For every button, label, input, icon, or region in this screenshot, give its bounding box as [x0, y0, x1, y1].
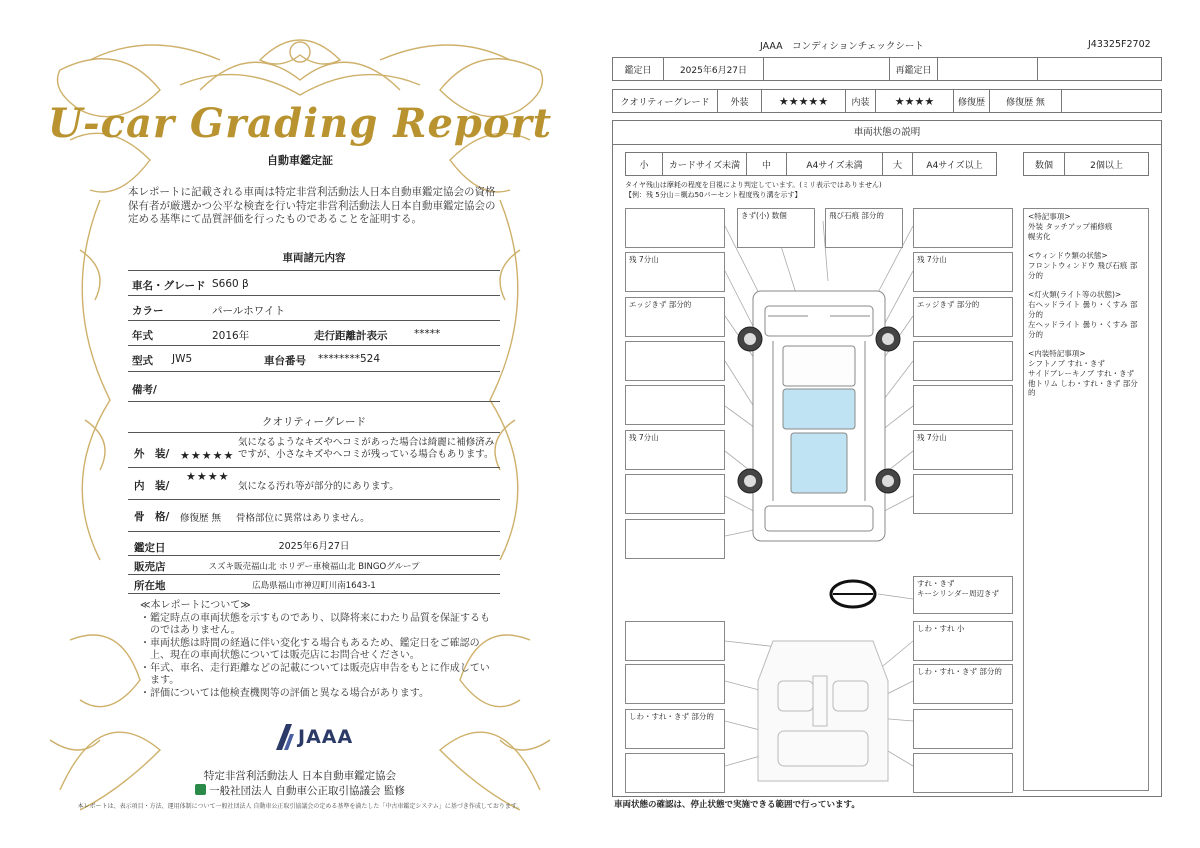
year-label: 年式	[132, 330, 153, 342]
size-mid-desc: A4サイズ未満	[786, 153, 882, 175]
address-label: 所在地	[134, 580, 166, 592]
damage-box	[913, 753, 1013, 793]
sheet-exterior-stars: ★★★★★	[761, 90, 845, 112]
count-desc: 2個以上	[1064, 153, 1148, 175]
mileage-label: 走行距離計表示	[314, 330, 388, 342]
jaaa-logo-text: JAAA	[298, 726, 354, 748]
tire-front-left-label: 残 7分山	[629, 255, 659, 264]
date-label: 鑑定日	[134, 542, 166, 554]
interior-desc: 気になる汚れ等が部分的にあります。	[238, 481, 399, 492]
report-notes	[140, 600, 490, 700]
model-label: 型式	[132, 355, 153, 367]
note-item: ・年式、車名、走行距離などの記載については販売店申告をもとに作成しています。	[140, 662, 490, 686]
damage-box	[625, 208, 725, 248]
history-label: 修復歴	[953, 90, 989, 112]
damage-box-key-cylinder	[913, 576, 1013, 614]
interior-right-2-label: しわ・すれ・きず 部分的	[917, 667, 1002, 676]
interior-stars: ★★★★	[186, 470, 230, 483]
name-value: S660 β	[212, 278, 249, 290]
sheet-id: J43325F2702	[1088, 39, 1151, 50]
jaaa-emblem-icon	[272, 722, 296, 752]
notes-heading: ≪本レポートについて≫	[140, 600, 251, 611]
damage-box-interior-right-1	[913, 621, 1013, 661]
frame-value: 修復歴 無	[180, 513, 222, 524]
damage-box	[913, 341, 1013, 381]
quality-row	[612, 89, 1162, 113]
certificate-title: U-car Grading Report	[47, 100, 553, 147]
damage-box	[625, 753, 725, 793]
color-label: カラー	[132, 305, 164, 317]
sheet-footer: 車両状態の確認は、停止状態で実施できる範囲で行っています。	[614, 800, 860, 810]
damage-box	[913, 709, 1013, 749]
remarks-label: 備考/	[132, 384, 157, 396]
condition-check-sheet	[600, 0, 1200, 848]
model-value: JW5	[172, 353, 193, 365]
exterior-desc: 気になるようなキズやヘコミがあった場合は綺麗に補修済みですが、小さなキズやヘコミが残っている場合もあります。	[238, 437, 495, 460]
note-item: ・車両状態は時間の経過に伴い変化する場合もあるため、鑑定日をご確認の上、現在の車両状態については販売店にお問合せください。	[140, 637, 480, 661]
key-cylinder-label: すれ・きず キーシリンダー周辺きず	[917, 579, 1000, 598]
sheet-interior-label: 内装	[845, 90, 875, 112]
damage-box-interior-left	[625, 709, 725, 749]
top-a-label: きず(小) 数個	[741, 211, 787, 220]
info-row-date	[128, 536, 500, 556]
supervisor-org-name: 一般社団法人 自動車公正取引協議会 監修	[209, 785, 405, 797]
size-large: 大	[882, 153, 912, 175]
sheet-date-label: 鑑定日	[624, 65, 652, 76]
spec-row-remarks	[128, 372, 500, 402]
damage-box-tire-rear-right	[913, 430, 1013, 470]
damage-box-edge-right	[913, 297, 1013, 337]
certificate-subtitle: 自動車鑑定証	[267, 154, 333, 167]
exterior-stars: ★★★★★	[180, 449, 235, 462]
frame-desc: 骨格部位に異常はありません。	[236, 513, 370, 524]
spec-heading: 車両諸元内容	[282, 252, 346, 264]
year-value: 2016年	[212, 330, 250, 342]
damage-box-top-b	[825, 208, 903, 248]
history-value: 修復歴 無	[989, 90, 1061, 112]
spec-row-year	[128, 321, 500, 346]
note-item: ・鑑定時点の車両状態を示すものであり、以降将来にわたり品質を保証するものではありません。	[140, 612, 490, 636]
tire-rear-left-label: 残 7分山	[629, 433, 659, 442]
date-row	[612, 57, 1162, 81]
damage-box	[625, 341, 725, 381]
redate-value	[937, 58, 1037, 80]
edge-right-label: エッジきず 部分的	[917, 300, 980, 309]
damage-box-edge-left	[625, 297, 725, 337]
damage-box	[913, 385, 1013, 425]
damage-box	[913, 474, 1013, 514]
frame-label: 骨 格/	[134, 511, 170, 523]
empty-cell	[1037, 58, 1163, 80]
damage-box-tire-front-left	[625, 252, 725, 292]
damage-box-interior-right-2	[913, 664, 1013, 704]
fine-print: 本レポートは、表示項目・方法、運用体制について一般社団法人 自動車公正取引協議会の定める基準を満たした「中古車鑑定システム」に基づき作成しております。	[77, 803, 523, 810]
edge-left-label: エッジきず 部分的	[629, 300, 692, 309]
quality-heading: クオリティーグレード	[262, 416, 366, 428]
sheet-title: JAAA コンディションチェックシート	[760, 41, 924, 52]
spec-row-color	[128, 296, 500, 321]
damage-box-tire-front-right	[913, 252, 1013, 292]
mileage-value: *****	[414, 328, 441, 340]
chassis-label: 車台番号	[264, 355, 306, 367]
interior-left-label: しわ・すれ・きず 部分的	[629, 712, 714, 721]
tire-front-right-label: 残 7分山	[917, 255, 947, 264]
sheet-exterior-label: 外装	[717, 90, 761, 112]
size-mid: 中	[746, 153, 786, 175]
damage-box	[625, 474, 725, 514]
quality-label: クオリティーグレード	[620, 97, 710, 108]
date-value: 2025年6月27日	[278, 541, 350, 552]
organization-name: 特定非営利活動法人 日本自動車鑑定協会	[203, 770, 397, 782]
empty-cell	[763, 58, 889, 80]
explain-heading: 車両状態の説明	[613, 121, 1161, 145]
quality-row-interior	[128, 468, 500, 500]
vehicle-condition-panel	[612, 120, 1162, 797]
dealer-label: 販売店	[134, 561, 166, 573]
special-notes: <特記事項> 外装 タッチアップ補修痕 幌劣化 <ウィンドウ類の状態> フロントウィンドウ 飛び石痕 部分的 <灯火類(ライト等の状態)> 右ヘッドライト 曇り・くすみ 部分的 左ヘッドライト 曇り・くすみ 部分的 <内装特記事項> シフトノブ すれ・きず サイドブレーキノブ すれ・きず 他トリム しわ・すれ・きず 部分的	[1023, 208, 1149, 791]
address-value: 広島県福山市神辺町川南1643-1	[252, 581, 376, 591]
damage-box	[625, 664, 725, 704]
redate-label: 再鑑定日	[889, 58, 937, 80]
quality-row-exterior	[128, 432, 500, 468]
damage-box	[625, 621, 725, 661]
chassis-value: ********524	[318, 353, 381, 365]
tire-note-1: タイヤ残山は摩耗の程度を目視により判定しています。(ミリ表示ではありません)	[625, 181, 882, 189]
certificate-intro: 本レポートに記載される車両は特定非営利活動法人日本自動車鑑定協会の資格保有者が厳選かつ公平な検査を行い特定非営利活動法人日本自動車鑑定協会の定める基準にて品質評価を行ったものであることを証明する。	[128, 186, 496, 225]
quality-row-frame	[128, 500, 500, 532]
tire-rear-right-label: 残 7分山	[917, 433, 947, 442]
info-row-address	[128, 575, 500, 594]
sheet-date-value: 2025年6月27日	[663, 58, 763, 80]
damage-box	[625, 519, 725, 559]
empty-cell	[1061, 90, 1163, 112]
exterior-label: 外 装/	[134, 448, 170, 460]
color-value: パールホワイト	[212, 305, 285, 317]
top-b-label: 飛び石痕 部分的	[829, 211, 884, 220]
sheet-interior-stars: ★★★★	[875, 90, 953, 112]
dealer-value: スズキ販売福山北 ホリデー車検福山北 BINGOグループ	[208, 562, 420, 572]
tire-note-2: 【例：残 5分山＝概ね50パーセント程度残り溝を示す】	[625, 191, 802, 199]
size-large-desc: A4サイズ以上	[912, 153, 996, 175]
damage-box-top-a	[737, 208, 815, 248]
damage-box	[625, 385, 725, 425]
damage-box-tire-rear-left	[625, 430, 725, 470]
supervisor-org	[0, 783, 600, 798]
interior-right-1-label: しわ・すれ 小	[917, 624, 965, 633]
size-small: 小	[639, 160, 649, 171]
size-small-desc: カードサイズ未満	[662, 153, 746, 175]
count-label: 数個	[1034, 160, 1053, 171]
fair-trade-council-icon	[195, 784, 206, 795]
jaaa-logo	[272, 722, 362, 752]
name-label: 車名・グレード	[132, 280, 206, 292]
damage-box	[913, 208, 1013, 248]
spec-row-model	[128, 346, 500, 372]
note-item: ・評価については他検査機関等の評価と異なる場合があります。	[140, 687, 429, 699]
interior-label: 内 装/	[134, 480, 170, 492]
info-row-dealer	[128, 556, 500, 575]
spec-row-name	[128, 270, 500, 296]
